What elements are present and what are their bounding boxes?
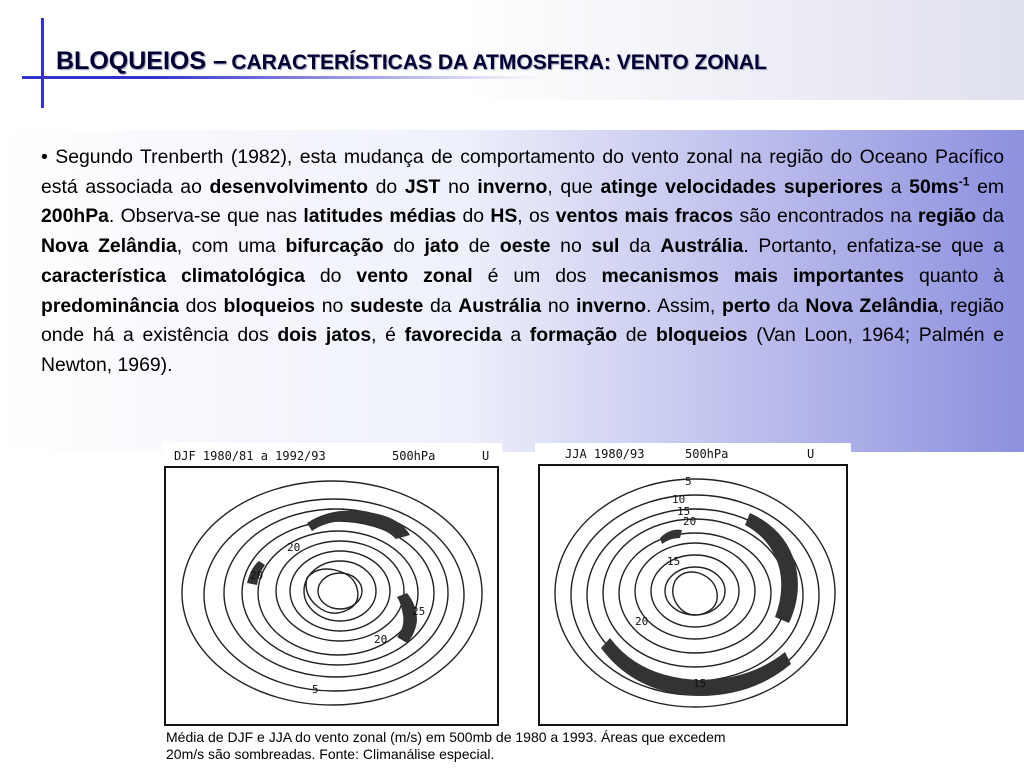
map-djf-header-period: DJF 1980/81 a 1992/93: [174, 449, 326, 463]
caption-line-2: 20m/s são sombreadas. Fonte: Climanálise especial.: [166, 746, 495, 762]
paragraph-bold-segment: sul: [591, 235, 620, 258]
map-djf-shaded-area-east: [397, 593, 417, 643]
paragraph-bold-segment: Austrália: [660, 235, 744, 258]
title-subtitle: CARACTERÍSTICAS DA ATMOSFERA: VENTO ZONAL: [231, 51, 767, 74]
paragraph-text-segment: de: [458, 235, 500, 258]
map-djf-label-20b: 20: [250, 569, 264, 582]
paragraph-text-segment: dos: [178, 294, 224, 317]
paragraph-text-segment: da: [619, 235, 661, 258]
paragraph-text-segment: . Assim,: [646, 294, 722, 317]
paragraph-text-segment: a: [501, 324, 530, 347]
paragraph-text-segment: a: [883, 175, 910, 198]
paragraph-text-segment: de: [617, 324, 656, 347]
map-jja-shaded-area-north: [660, 530, 682, 544]
paragraph-text-segment: quanto à: [904, 264, 1004, 287]
paragraph-text-segment: em: [969, 175, 1005, 198]
paragraph-bold-segment: latitudes médias: [303, 205, 457, 228]
paragraph-bold-segment: dois jatos: [277, 324, 372, 347]
paragraph-bold-segment: favorecida: [404, 324, 502, 347]
map-jja-label-20b: 20: [635, 615, 649, 628]
paragraph-text-segment: no: [541, 294, 577, 317]
paragraph-bold-segment: desenvolvimento: [209, 175, 368, 198]
map-jja-header-level: 500hPa: [685, 447, 729, 461]
paragraph-text-segment: , é: [371, 324, 405, 347]
caption-line-1: Média de DJF e JJA do vento zonal (m/s) em 500mb de 1980 a 1993. Áreas que excedem: [166, 729, 726, 745]
paragraph-bold-segment: jato: [424, 235, 459, 258]
map-jja-header-period: JJA 1980/93: [565, 447, 645, 461]
paragraph-text-segment: do: [383, 235, 425, 258]
paragraph-bold-segment: inverno: [576, 294, 647, 317]
paragraph-bold-segment: mecanismos mais importantes: [601, 264, 904, 287]
paragraph-text-segment: da: [423, 294, 459, 317]
paragraph-bold-segment: oeste: [499, 235, 551, 258]
paragraph-bold-segment: característica climatológica: [41, 264, 305, 287]
paragraph-bold-segment: 200hPa: [41, 205, 109, 228]
paragraph-bold-segment: Nova Zelândia: [41, 235, 177, 258]
figure-caption: [166, 729, 866, 763]
map-djf-label-5: 5: [312, 683, 319, 696]
paragraph-bold-segment: Nova Zelândia: [805, 294, 939, 317]
map-djf-label-20a: 20: [287, 541, 301, 554]
title-main: BLOQUEIOS –: [56, 47, 227, 75]
paragraph-text-segment: da: [976, 205, 1004, 228]
map-djf-header-level: 500hPa: [392, 449, 436, 463]
paragraph-text-segment: . Observa-se que nas: [108, 205, 304, 228]
title-vertical-accent-line: [41, 18, 44, 108]
paragraph-bold-segment: HS: [490, 205, 518, 228]
paragraph-superscript: -1: [958, 174, 970, 189]
paragraph-text-segment: da: [770, 294, 806, 317]
map-djf-label-20c: 20: [374, 633, 388, 646]
paragraph-text-segment: é um dos: [472, 264, 602, 287]
paragraph-text-segment: do: [304, 264, 357, 287]
paragraph-bold-segment: inverno: [477, 175, 548, 198]
paragraph-text-segment: , com uma: [176, 235, 286, 258]
paragraph-text-segment: (Van Loon, 1964; Palmén e Newton, 1969).: [41, 324, 1004, 376]
body-paragraph: [41, 143, 1004, 381]
paragraph-bold-segment: Austrália: [458, 294, 542, 317]
paragraph-bold-segment: vento zonal: [356, 264, 473, 287]
paragraph-text-segment: no: [315, 294, 350, 317]
paragraph-bold-segment: bloqueios: [223, 294, 316, 317]
map-jja-label-15a: 15: [677, 505, 691, 518]
paragraph-bold-segment: região: [917, 205, 977, 228]
map-djf-header-variable: U: [482, 449, 490, 463]
map-djf-shaded-area-north: [307, 511, 410, 540]
paragraph-bold-segment: bloqueios: [655, 324, 748, 347]
slide-title: [56, 47, 767, 76]
paragraph-bold-segment: perto: [721, 294, 771, 317]
paragraph-bold-segment: JST: [404, 175, 441, 198]
paragraph-text-segment: no: [550, 235, 592, 258]
paragraph-bold-segment: atinge velocidades superiores: [600, 175, 884, 198]
paragraph-text-segment: , região onde há a existência dos: [41, 294, 1005, 347]
paragraph-text-segment: do: [367, 175, 405, 198]
map-jja-label-15c: 15: [693, 677, 707, 690]
paragraph-bold-segment: sudeste: [350, 294, 424, 317]
paragraph-text-segment: . Portanto, enfatiza-se que a: [743, 235, 1005, 258]
paragraph-bold-segment: predominância: [41, 294, 179, 317]
title-horizontal-accent-line: [22, 76, 542, 79]
map-djf-label-25: 25: [412, 605, 426, 618]
paragraph-text-segment: são encontrados na: [733, 205, 918, 228]
paragraph-bold-segment: ventos mais fracos: [555, 205, 734, 228]
map-djf: [162, 443, 502, 728]
paragraph-text-segment: Segundo Trenberth (1982), esta mudança de comportamento do vento zonal na região do Oceano Pacífico está associada ao: [41, 146, 1004, 198]
map-jja-shaded-area-east: [745, 513, 798, 623]
bullet: •: [41, 146, 48, 168]
map-jja-label-10: 10: [672, 493, 686, 506]
map-jja-label-20: 20: [683, 515, 697, 528]
paragraph-bold-segment: bifurcação: [285, 235, 384, 258]
paragraph-text-segment: , os: [517, 205, 556, 228]
map-jja-label-5: 5: [685, 475, 692, 488]
paragraph-text-segment: , que: [547, 175, 601, 198]
map-jja-label-15b: 15: [667, 555, 681, 568]
map-jja: [535, 443, 851, 728]
paragraph-text-segment: no: [440, 175, 478, 198]
paragraph-bold-segment: formação: [529, 324, 618, 347]
paragraph-text-segment: do: [456, 205, 491, 228]
paragraph-bold-segment: 50ms: [909, 175, 959, 198]
map-jja-header-variable: U: [807, 447, 815, 461]
